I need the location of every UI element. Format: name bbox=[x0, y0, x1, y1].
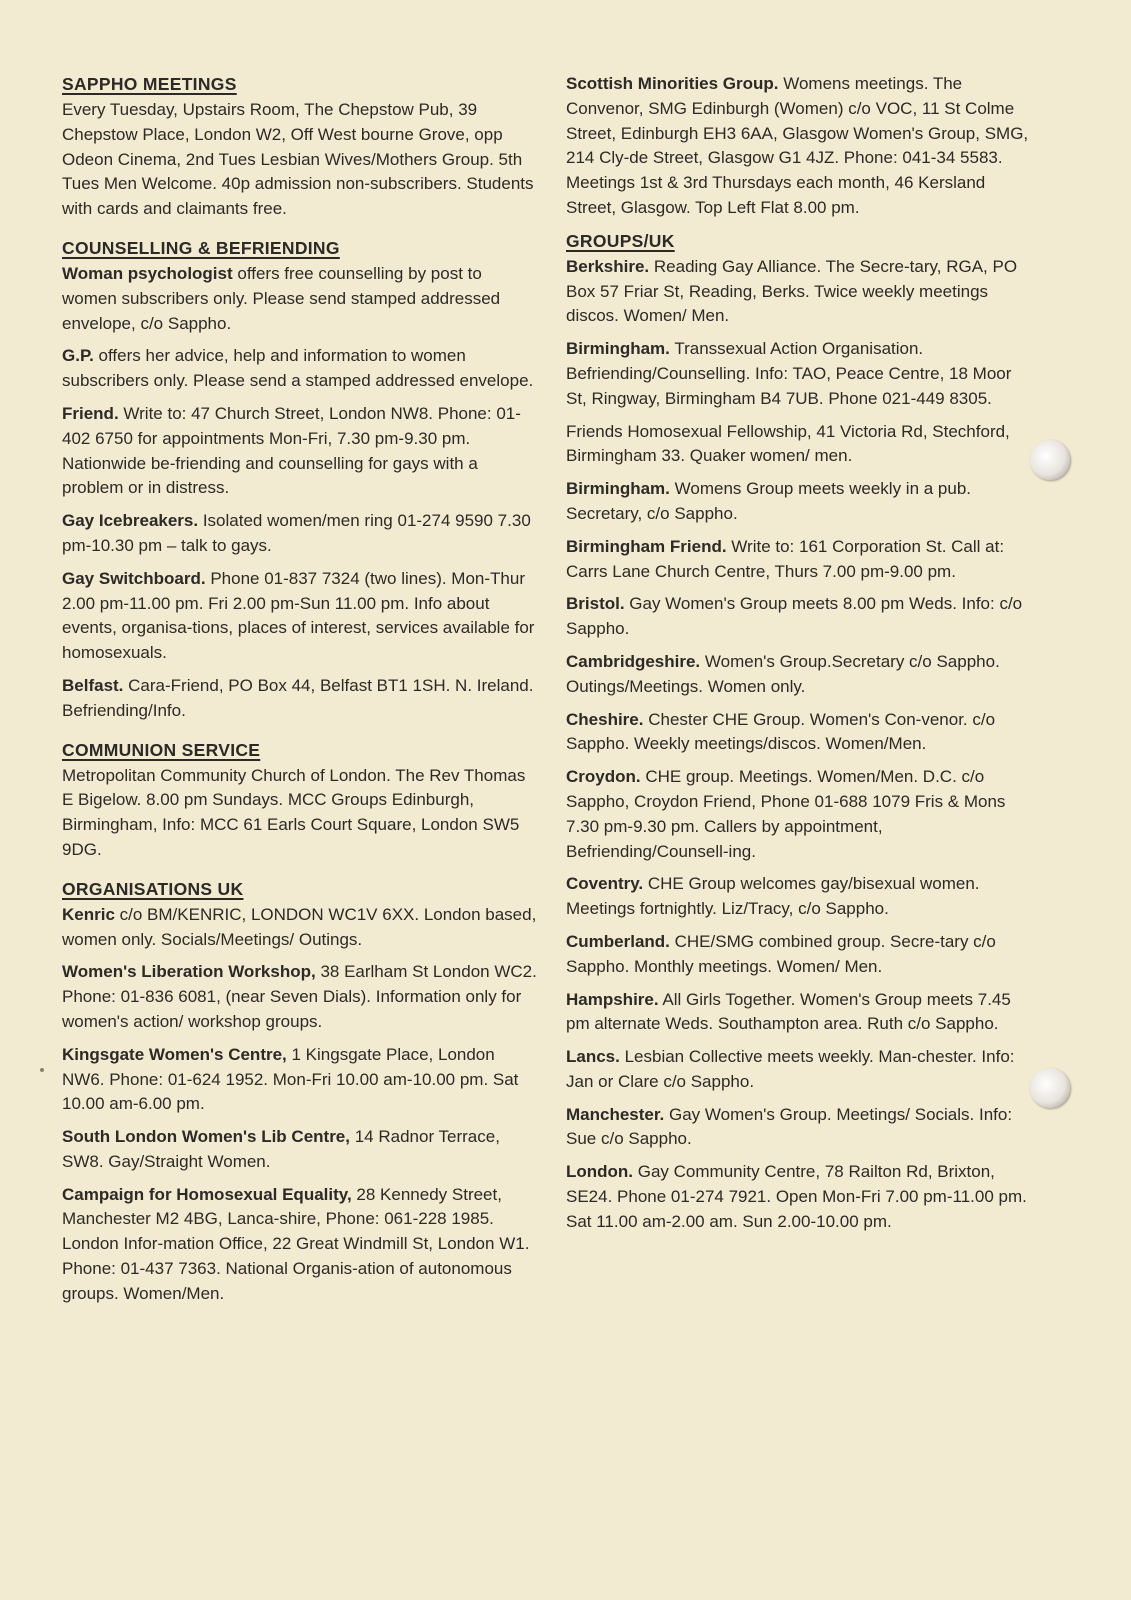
section-groups-uk bbox=[566, 229, 1036, 1235]
entry-title: Belfast. bbox=[62, 675, 124, 695]
listing-entry bbox=[566, 477, 1036, 527]
listing-entry bbox=[566, 337, 1036, 411]
entry-title: Lancs. bbox=[566, 1047, 620, 1067]
entry-text: 14 Radnor Terrace, SW8. Gay/Straight Women. bbox=[62, 1127, 500, 1171]
entry-title: Kingsgate Women's Centre, bbox=[62, 1044, 287, 1064]
entry-text: offers her advice, help and information to women subscribers only. Please send a stamped addressed envelope. bbox=[62, 346, 534, 391]
entry-text: All Girls Together. Women's Group meets 7.45 pm alternate Weds. Southampton area. Ruth c/o Sappho. bbox=[566, 989, 1011, 1034]
listing-entry bbox=[566, 765, 1036, 864]
section-sappho-meetings bbox=[62, 72, 540, 222]
listing-entry bbox=[62, 1125, 540, 1175]
entry-title: Birmingham Friend. bbox=[566, 536, 727, 556]
right-column bbox=[566, 72, 1036, 1249]
listing-entry bbox=[566, 1160, 1036, 1234]
listing-entry bbox=[62, 1183, 540, 1307]
section-heading: ORGANISATIONS UK bbox=[62, 878, 244, 899]
listing-entry bbox=[566, 1045, 1036, 1095]
listing-entry bbox=[62, 903, 540, 953]
entry-text: Chester CHE Group. Women's Con-venor. c/o Sappho. Weekly meetings/discos. Women/Men. bbox=[566, 709, 996, 754]
entry-text: Write to: 161 Corporation St. Call at: Carrs Lane Church Centre, Thurs 7.00 pm-9.00 pm. bbox=[566, 536, 1005, 581]
entry-title: Kenric bbox=[62, 904, 115, 924]
entry-text: c/o BM/KENRIC, LONDON WC1V 6XX. London based, women only. Socials/Meetings/ Outings. bbox=[62, 904, 537, 949]
section-organisations-uk bbox=[62, 877, 540, 1307]
entry-text: Cara-Friend, PO Box 44, Belfast BT1 1SH. N. Ireland. Befriending/Info. bbox=[62, 675, 534, 720]
section-heading: GROUPS/UK bbox=[566, 230, 675, 251]
entry-title: Gay Icebreakers. bbox=[62, 511, 199, 531]
listing-entry bbox=[566, 535, 1036, 585]
entry-text: Lesbian Collective meets weekly. Man-chester. Info: Jan or Clare c/o Sappho. bbox=[566, 1047, 1015, 1091]
listing-entry bbox=[62, 567, 540, 666]
entry-title: Coventry. bbox=[566, 874, 644, 894]
entry-title: London. bbox=[566, 1162, 634, 1182]
section-heading: COMMUNION SERVICE bbox=[62, 739, 261, 760]
listing-entry bbox=[566, 592, 1036, 642]
entry-text: Write to: 47 Church Street, London NW8. Phone: 01-402 6750 for appointments Mon-Fri, 7.30 pm-9.30 pm. Nationwide be-friending and counselling for gays with a problem or in distress. bbox=[62, 403, 521, 498]
section-heading: COUNSELLING & BEFRIENDING bbox=[62, 237, 340, 258]
listing-entry bbox=[566, 72, 1036, 221]
entry-text: offers free counselling by post to women subscribers only. Please send stamped addressed envelope, c/o Sappho. bbox=[62, 263, 501, 333]
entry-text: CHE group. Meetings. Women/Men. D.C. c/o Sappho, Croydon Friend, Phone 01-688 1079 Fris & Mons 7.30 pm-9.30 pm. Callers by appointment, Befriending/Counsell-ing. bbox=[566, 767, 1006, 861]
entry-text: Womens Group meets weekly in a pub. Secretary, c/o Sappho. bbox=[566, 479, 972, 523]
listing-entry bbox=[566, 708, 1036, 758]
listing-entry bbox=[62, 1043, 540, 1117]
listing-entry bbox=[62, 344, 540, 394]
entry-title: Cheshire. bbox=[566, 709, 644, 729]
entry-text: Transsexual Action Organisation. Befriending/Counselling. Info: TAO, Peace Centre, 18 Moor St, Ringway, Birmingham B4 7UB. Phone 021-449 8305. bbox=[566, 339, 1012, 408]
listing-entry bbox=[62, 674, 540, 724]
binder-hole-bottom bbox=[1030, 1068, 1070, 1108]
section-communion-service bbox=[62, 738, 540, 863]
listing-entry bbox=[566, 650, 1036, 700]
entry-text: Isolated women/men ring 01-274 9590 7.30 pm-10.30 pm – talk to gays. bbox=[62, 511, 531, 555]
listing-entry bbox=[566, 420, 1036, 470]
entry-title: Berkshire. bbox=[566, 256, 650, 276]
binder-hole-top bbox=[1030, 440, 1070, 480]
entry-title: Manchester. bbox=[566, 1104, 665, 1124]
listing-entry bbox=[62, 98, 540, 222]
entry-text: CHE/SMG combined group. Secre-tary c/o Sappho. Monthly meetings. Women/ Men. bbox=[566, 931, 996, 976]
entry-title: Women's Liberation Workshop, bbox=[62, 962, 316, 982]
entry-title: Woman psychologist bbox=[62, 263, 233, 283]
listing-entry bbox=[62, 402, 540, 501]
listing-entry bbox=[566, 930, 1036, 980]
listing-entry bbox=[566, 988, 1036, 1038]
entry-title: Friend. bbox=[62, 403, 119, 423]
entry-title: Cambridgeshire. bbox=[566, 651, 701, 671]
entry-title: Gay Switchboard. bbox=[62, 568, 206, 588]
entry-title: Bristol. bbox=[566, 594, 625, 614]
listing-entry bbox=[62, 262, 540, 336]
entry-text: 1 Kingsgate Place, London NW6. Phone: 01-624 1952. Mon-Fri 10.00 am-10.00 pm. Sat 10.00 am-6.00 pm. bbox=[62, 1044, 519, 1114]
entry-text: Women's Group.Secretary c/o Sappho. Outings/Meetings. Women only. bbox=[566, 651, 1000, 696]
listing-entry bbox=[62, 509, 540, 559]
entry-title: Birmingham. bbox=[566, 479, 670, 499]
section-counselling-befriending bbox=[62, 236, 540, 724]
entry-text: Metropolitan Community Church of London. The Rev Thomas E Bigelow. 8.00 pm Sundays. MCC Groups Edinburgh, Birmingham, Info: MCC 61 Earls Court Square, London SW5 9DG. bbox=[62, 765, 526, 859]
listing-entry bbox=[566, 255, 1036, 329]
entry-text: 38 Earlham St London WC2. Phone: 01-836 6081, (near Seven Dials). Information only for women's action/ workshop groups. bbox=[62, 962, 537, 1031]
entry-text: Phone 01-837 7324 (two lines). Mon-Thur 2.00 pm-11.00 pm. Fri 2.00 pm-Sun 11.00 pm. Info about events, organisa-tions, places of interest, services available for homosexuals. bbox=[62, 568, 535, 663]
entry-title: Cumberland. bbox=[566, 931, 670, 951]
entry-text: Gay Community Centre, 78 Railton Rd, Brixton, SE24. Phone 01-274 7921. Open Mon-Fri 7.00 pm-11.00 pm. Sat 11.00 am-2.00 am. Sun 2.00-10.00 pm. bbox=[566, 1162, 1027, 1231]
section-heading: SAPPHO MEETINGS bbox=[62, 74, 237, 94]
entry-text: Womens meetings. The Convenor, SMG Edinburgh (Women) c/o VOC, 11 St Colme Street, Edinburgh EH3 6AA, Glasgow Women's Group, SMG, 214 Cly-de Street, Glasgow G1 4JZ. Phone: 041-34 5583. Meetings 1st & 3rd Thursdays each month, 46 Kersland Street, Glasgow. Top Left Flat 8.00 pm. bbox=[566, 74, 1029, 217]
left-column bbox=[62, 72, 540, 1321]
entry-title: Scottish Minorities Group. bbox=[566, 74, 779, 93]
entry-title: Croydon. bbox=[566, 767, 641, 787]
listing-entry bbox=[62, 960, 540, 1034]
entry-text: Every Tuesday, Upstairs Room, The Chepstow Pub, 39 Chepstow Place, London W2, Off West bourne Grove, opp Odeon Cinema, 2nd Tues Lesbian Wives/Mothers Group. 5th Tues Men Welcome. 40p admission non-subscribers. Students with cards and claimants free. bbox=[62, 100, 534, 219]
listing-entry bbox=[62, 764, 540, 863]
entry-text: 28 Kennedy Street, Manchester M2 4BG, Lanca-shire, Phone: 061-228 1985. London Infor-mation Office, 22 Great Windmill St, London W1. Phone: 01-437 7363. National Organis-ation of autonomous groups. Women/Men. bbox=[62, 1184, 530, 1303]
listing-entry bbox=[566, 872, 1036, 922]
entry-title: Campaign for Homosexual Equality, bbox=[62, 1184, 352, 1204]
entry-title: Hampshire. bbox=[566, 989, 659, 1009]
speck-mark bbox=[40, 1068, 44, 1072]
entry-text: CHE Group welcomes gay/bisexual women. Meetings fortnightly. Liz/Tracy, c/o Sappho. bbox=[566, 874, 980, 919]
entry-text: Friends Homosexual Fellowship, 41 Victoria Rd, Stechford, Birmingham 33. Quaker women/ men. bbox=[566, 421, 1010, 466]
entry-text: Gay Women's Group meets 8.00 pm Weds. Info: c/o Sappho. bbox=[566, 594, 1023, 639]
entry-title: G.P. bbox=[62, 346, 94, 366]
entry-title: Birmingham. bbox=[566, 339, 670, 359]
entry-title: South London Women's Lib Centre, bbox=[62, 1127, 350, 1147]
listing-entry bbox=[566, 1103, 1036, 1153]
entry-text: Gay Women's Group. Meetings/ Socials. Info: Sue c/o Sappho. bbox=[566, 1104, 1013, 1149]
entry-text: Reading Gay Alliance. The Secre-tary, RGA, PO Box 57 Friar St, Reading, Berks. Twice weekly meetings discos. Women/ Men. bbox=[566, 256, 1018, 326]
